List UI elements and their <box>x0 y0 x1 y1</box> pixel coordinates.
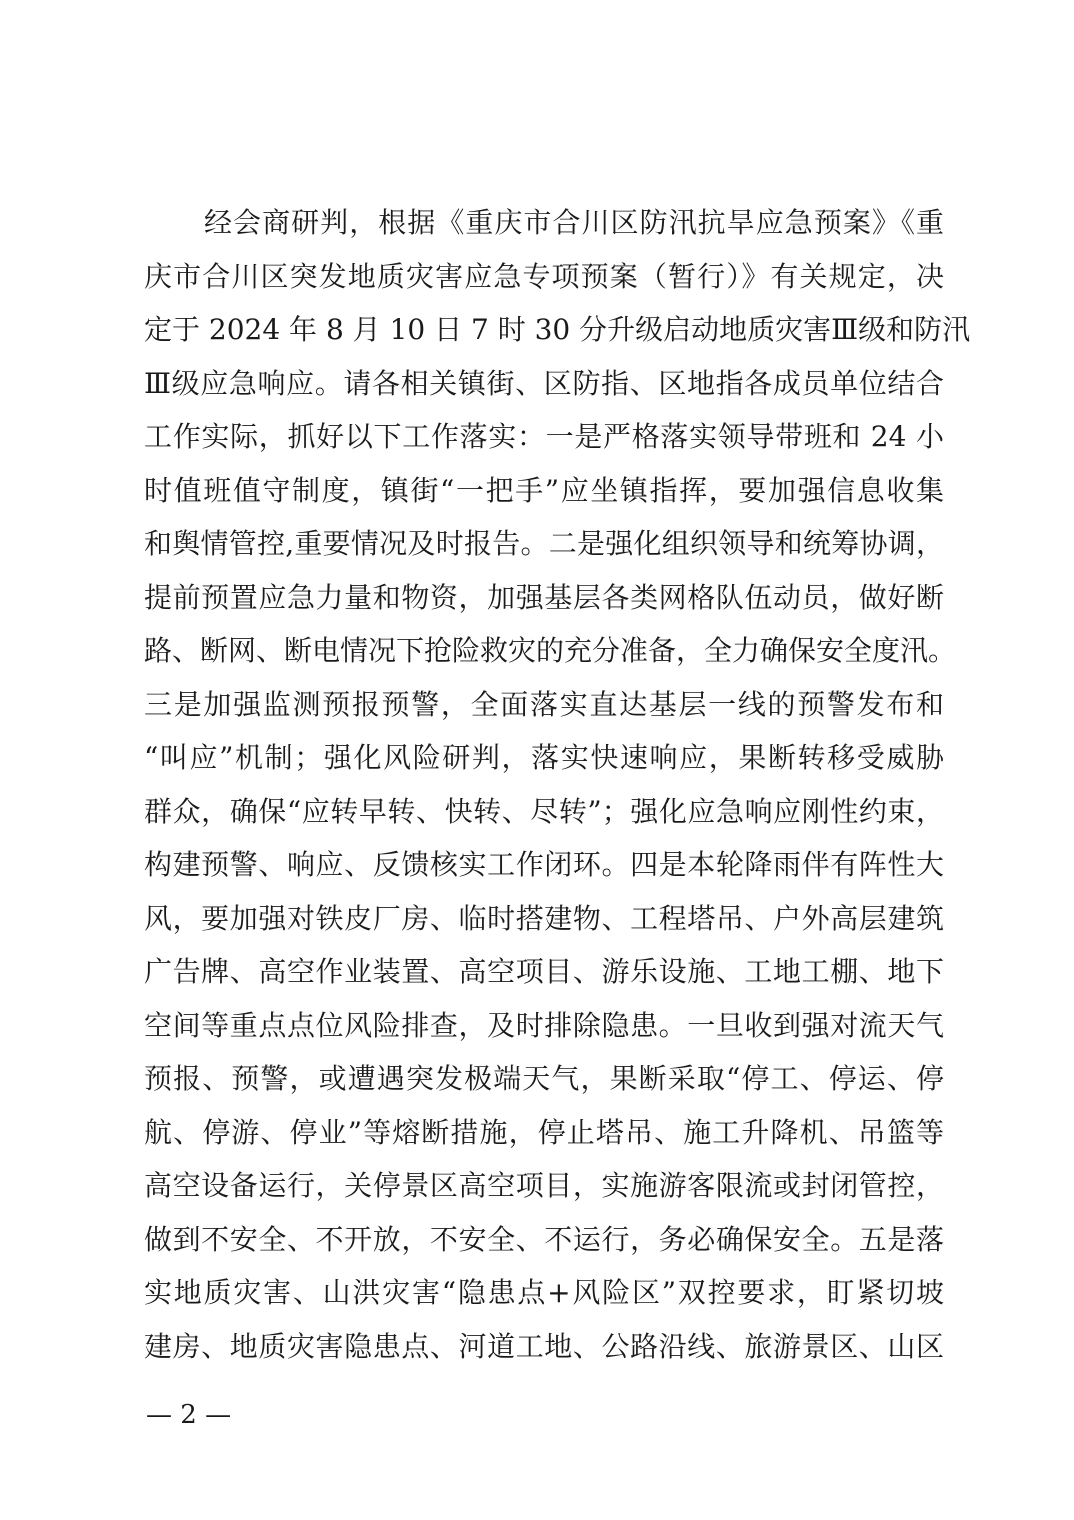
text-line: 构建预警、响应、反馈核实工作闭环。四是本轮降雨伴有阵性大 <box>144 848 944 881</box>
text-line: 广告牌、高空作业装置、高空项目、游乐设施、工地工棚、地下 <box>144 955 944 988</box>
text-line: 高空设备运行，关停景区高空项目，实施游客限流或封闭管控， <box>144 1169 944 1202</box>
text-line: 实地质灾害、山洪灾害“隐患点+风险区”双控要求，盯紧切坡 <box>144 1276 944 1309</box>
page-number: — 2 — <box>146 1400 232 1430</box>
body-paragraph <box>144 196 971 1373</box>
text-line: 航、停游、停业”等熔断措施，停止塔吊、施工升降机、吊篮等 <box>144 1115 944 1149</box>
text-line: 经会商研判，根据《重庆市合川区防汛抗旱应急预案》《重 <box>204 206 944 239</box>
text-line: 空间等重点点位风险排查，及时排除隐患。一旦收到强对流天气 <box>144 1008 944 1042</box>
text-line: 庆市合川区突发地质灾害应急专项预案（暂行）》有关规定，决 <box>144 259 944 293</box>
text-line: 时值班值守制度，镇街“一把手”应坐镇指挥，要加强信息收集 <box>144 473 944 507</box>
text-line: 提前预置应急力量和物资，加强基层各类网格队伍动员，做好断 <box>144 580 944 614</box>
text-line: “叫应”机制；强化风险研判，落实快速响应，果断转移受威胁 <box>144 741 944 774</box>
text-line: 做到不安全、不开放，不安全、不运行，务必确保安全。五是落 <box>144 1222 944 1256</box>
text-line: 工作实际，抓好以下工作落实：一是严格落实领导带班和 24 小 <box>144 420 944 453</box>
text-line: 建房、地质灾害隐患点、河道工地、公路沿线、旅游景区、山区 <box>144 1329 944 1363</box>
text-line: 风，要加强对铁皮厂房、临时搭建物、工程塔吊、户外高层建筑 <box>144 901 944 935</box>
text-line: 三是加强监测预报预警，全面落实直达基层一线的预警发布和 <box>144 687 944 721</box>
text-line: 定于 2024 年 8 月 10 日 7 时 30 分升级启动地质灾害Ⅲ级和防汛 <box>144 313 971 346</box>
text-line: 路、断网、断电情况下抢险救灾的充分准备，全力确保安全度汛。 <box>144 634 957 667</box>
text-line: 和舆情管控,重要情况及时报告。二是强化组织领导和统筹协调， <box>144 527 944 560</box>
text-line: Ⅲ级应急响应。请各相关镇街、区防指、区地指各成员单位结合 <box>144 366 944 400</box>
text-line: 群众，确保“应转早转、快转、尽转”；强化应急响应刚性约束， <box>144 794 944 828</box>
text-line: 预报、预警，或遭遇突发极端天气，果断采取“停工、停运、停 <box>144 1062 944 1095</box>
